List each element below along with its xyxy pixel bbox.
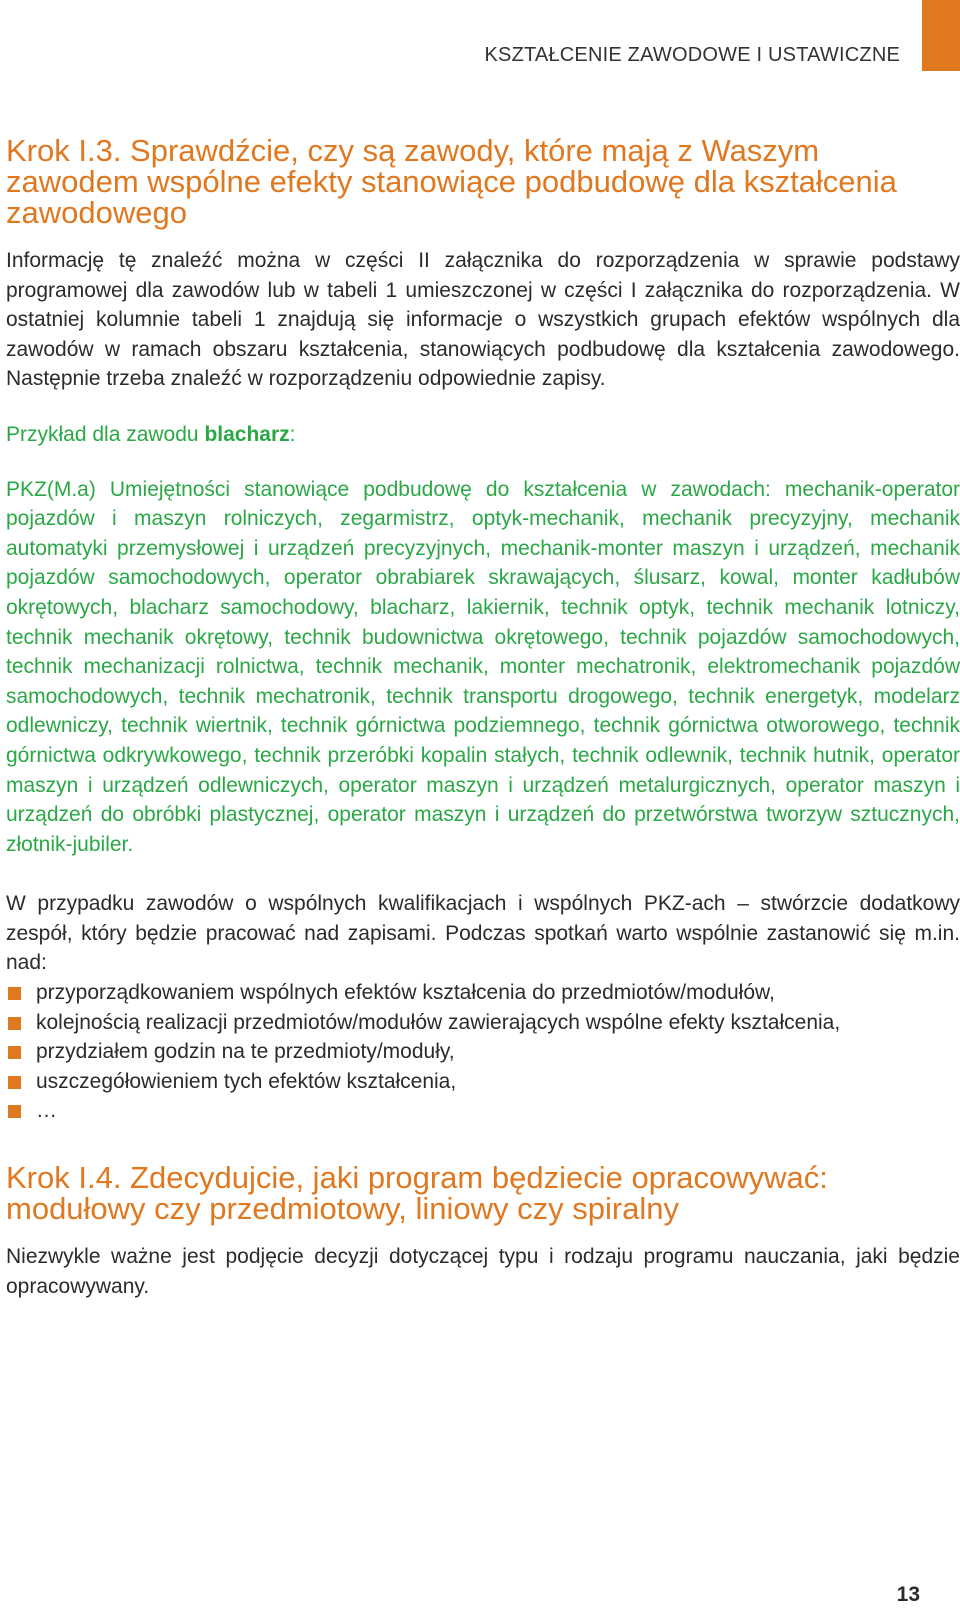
- list-item-text: uszczegółowieniem tych efektów kształcenia,: [36, 1069, 457, 1093]
- running-head: KSZTAŁCENIE ZAWODOWE I USTAWICZNE: [484, 44, 900, 66]
- square-bullet-icon: [8, 1017, 21, 1030]
- shared-qualifications-paragraph: W przypadku zawodów o wspólnych kwalifikacjach i wspólnych PKZ-ach – stwórzcie dodatkowy zespół, który będzie pracować nad zapisami. Podczas spotkań warto wspólnie zastanowić się m.in. nad:: [6, 892, 960, 975]
- square-bullet-icon: [8, 1105, 21, 1118]
- example-prefix: Przykład dla zawodu: [6, 422, 205, 446]
- section-heading-krok-i3: Krok I.3. Sprawdźcie, czy są zawody, które mają z Waszym zawodem wspólne efekty stanowiące podbudowę dla kształcenia zawodowego: [6, 133, 897, 230]
- section-paragraph-krok-i4: Niezwykle ważne jest podjęcie decyzji dotyczącej typu i rodzaju programu nauczania, jaki będzie opracowywany.: [6, 1245, 960, 1298]
- list-item-text: kolejnością realizacji przedmiotów/modułów zawierających wspólne efekty kształcenia,: [36, 1010, 841, 1034]
- page-edge-tab: [922, 0, 960, 71]
- page-content: [6, 135, 960, 1301]
- square-bullet-icon: [8, 987, 21, 1000]
- section-paragraph-krok-i3: Informację tę znaleźć można w części II załącznika do rozporządzenia w sprawie podstawy programowej dla zawodów lub w tabeli 1 umieszczonej w części I załącznika do rozporządzenia. W ostatniej kolumnie tabeli 1 znajdują się informacje o wszystkich grupach efektów wspólnych dla zawodów w ramach obszaru kształcenia, stanowiących podbudowę dla kształcenia zawodowego. Następnie trzeba znaleźć w rozporządzeniu odpowiednie zapisy.: [6, 249, 960, 391]
- square-bullet-icon: [8, 1046, 21, 1059]
- list-item: [6, 1037, 960, 1067]
- list-item-text: przydziałem godzin na te przedmioty/moduły,: [36, 1040, 455, 1064]
- list-item: [6, 1008, 960, 1038]
- bullet-list: [6, 978, 960, 1126]
- list-item: [6, 1067, 960, 1097]
- example-line: [6, 420, 960, 450]
- page-number: 13: [896, 1583, 920, 1606]
- example-suffix: :: [289, 422, 296, 446]
- list-item: [6, 1096, 960, 1126]
- square-bullet-icon: [8, 1076, 21, 1089]
- pkz-paragraph: PKZ(M.a) Umiejętności stanowiące podbudowę do kształcenia w zawodach: mechanik-operator pojazdów i maszyn rolniczych, zegarmistrz, optyk-mechanik, mechanik precyzyjny, mechanik automatyki przemysłowej i urządzeń precyzyjnych, mechanik-monter maszyn i urządzeń, mechanik pojazdów samochodowych, operator obrabiarek skrawających, ślusarz, kowal, monter kadłubów okrętowych, blacharz samochodowy, blacharz, lakiernik, technik optyk, technik mechanik lotniczy, technik mechanik okrętowy, technik budownictwa okrętowego, technik pojazdów samochodowych, technik mechanizacji rolnictwa, technik mechanik, monter mechatronik, elektromechanik pojazdów samochodowych, technik mechatronik, technik transportu drogowego, technik energetyk, modelarz odlewniczy, technik wiertnik, technik górnictwa podziemnego, technik górnictwa otworowego, technik górnictwa odkrywkowego, technik przeróbki kopalin stałych, technik odlewnik, technik hutnik, operator maszyn i urządzeń odlewniczych, operator maszyn i urządzeń metalurgicznych, operator maszyn i urządzeń do obróbki plastycznej, operator maszyn i urządzeń do przetwórstwa tworzyw sztucznych, złotnik-jubiler.: [6, 477, 960, 856]
- list-item-text: …: [36, 1099, 57, 1123]
- example-profession: blacharz: [204, 422, 290, 446]
- list-item: [6, 978, 960, 1008]
- section-heading-krok-i4: Krok I.4. Zdecydujcie, jaki program będziecie opracowywać: modułowy czy przedmiotowy, liniowy czy spiralny: [6, 1160, 828, 1227]
- list-item-text: przyporządkowaniem wspólnych efektów kształcenia do przedmiotów/modułów,: [36, 981, 775, 1005]
